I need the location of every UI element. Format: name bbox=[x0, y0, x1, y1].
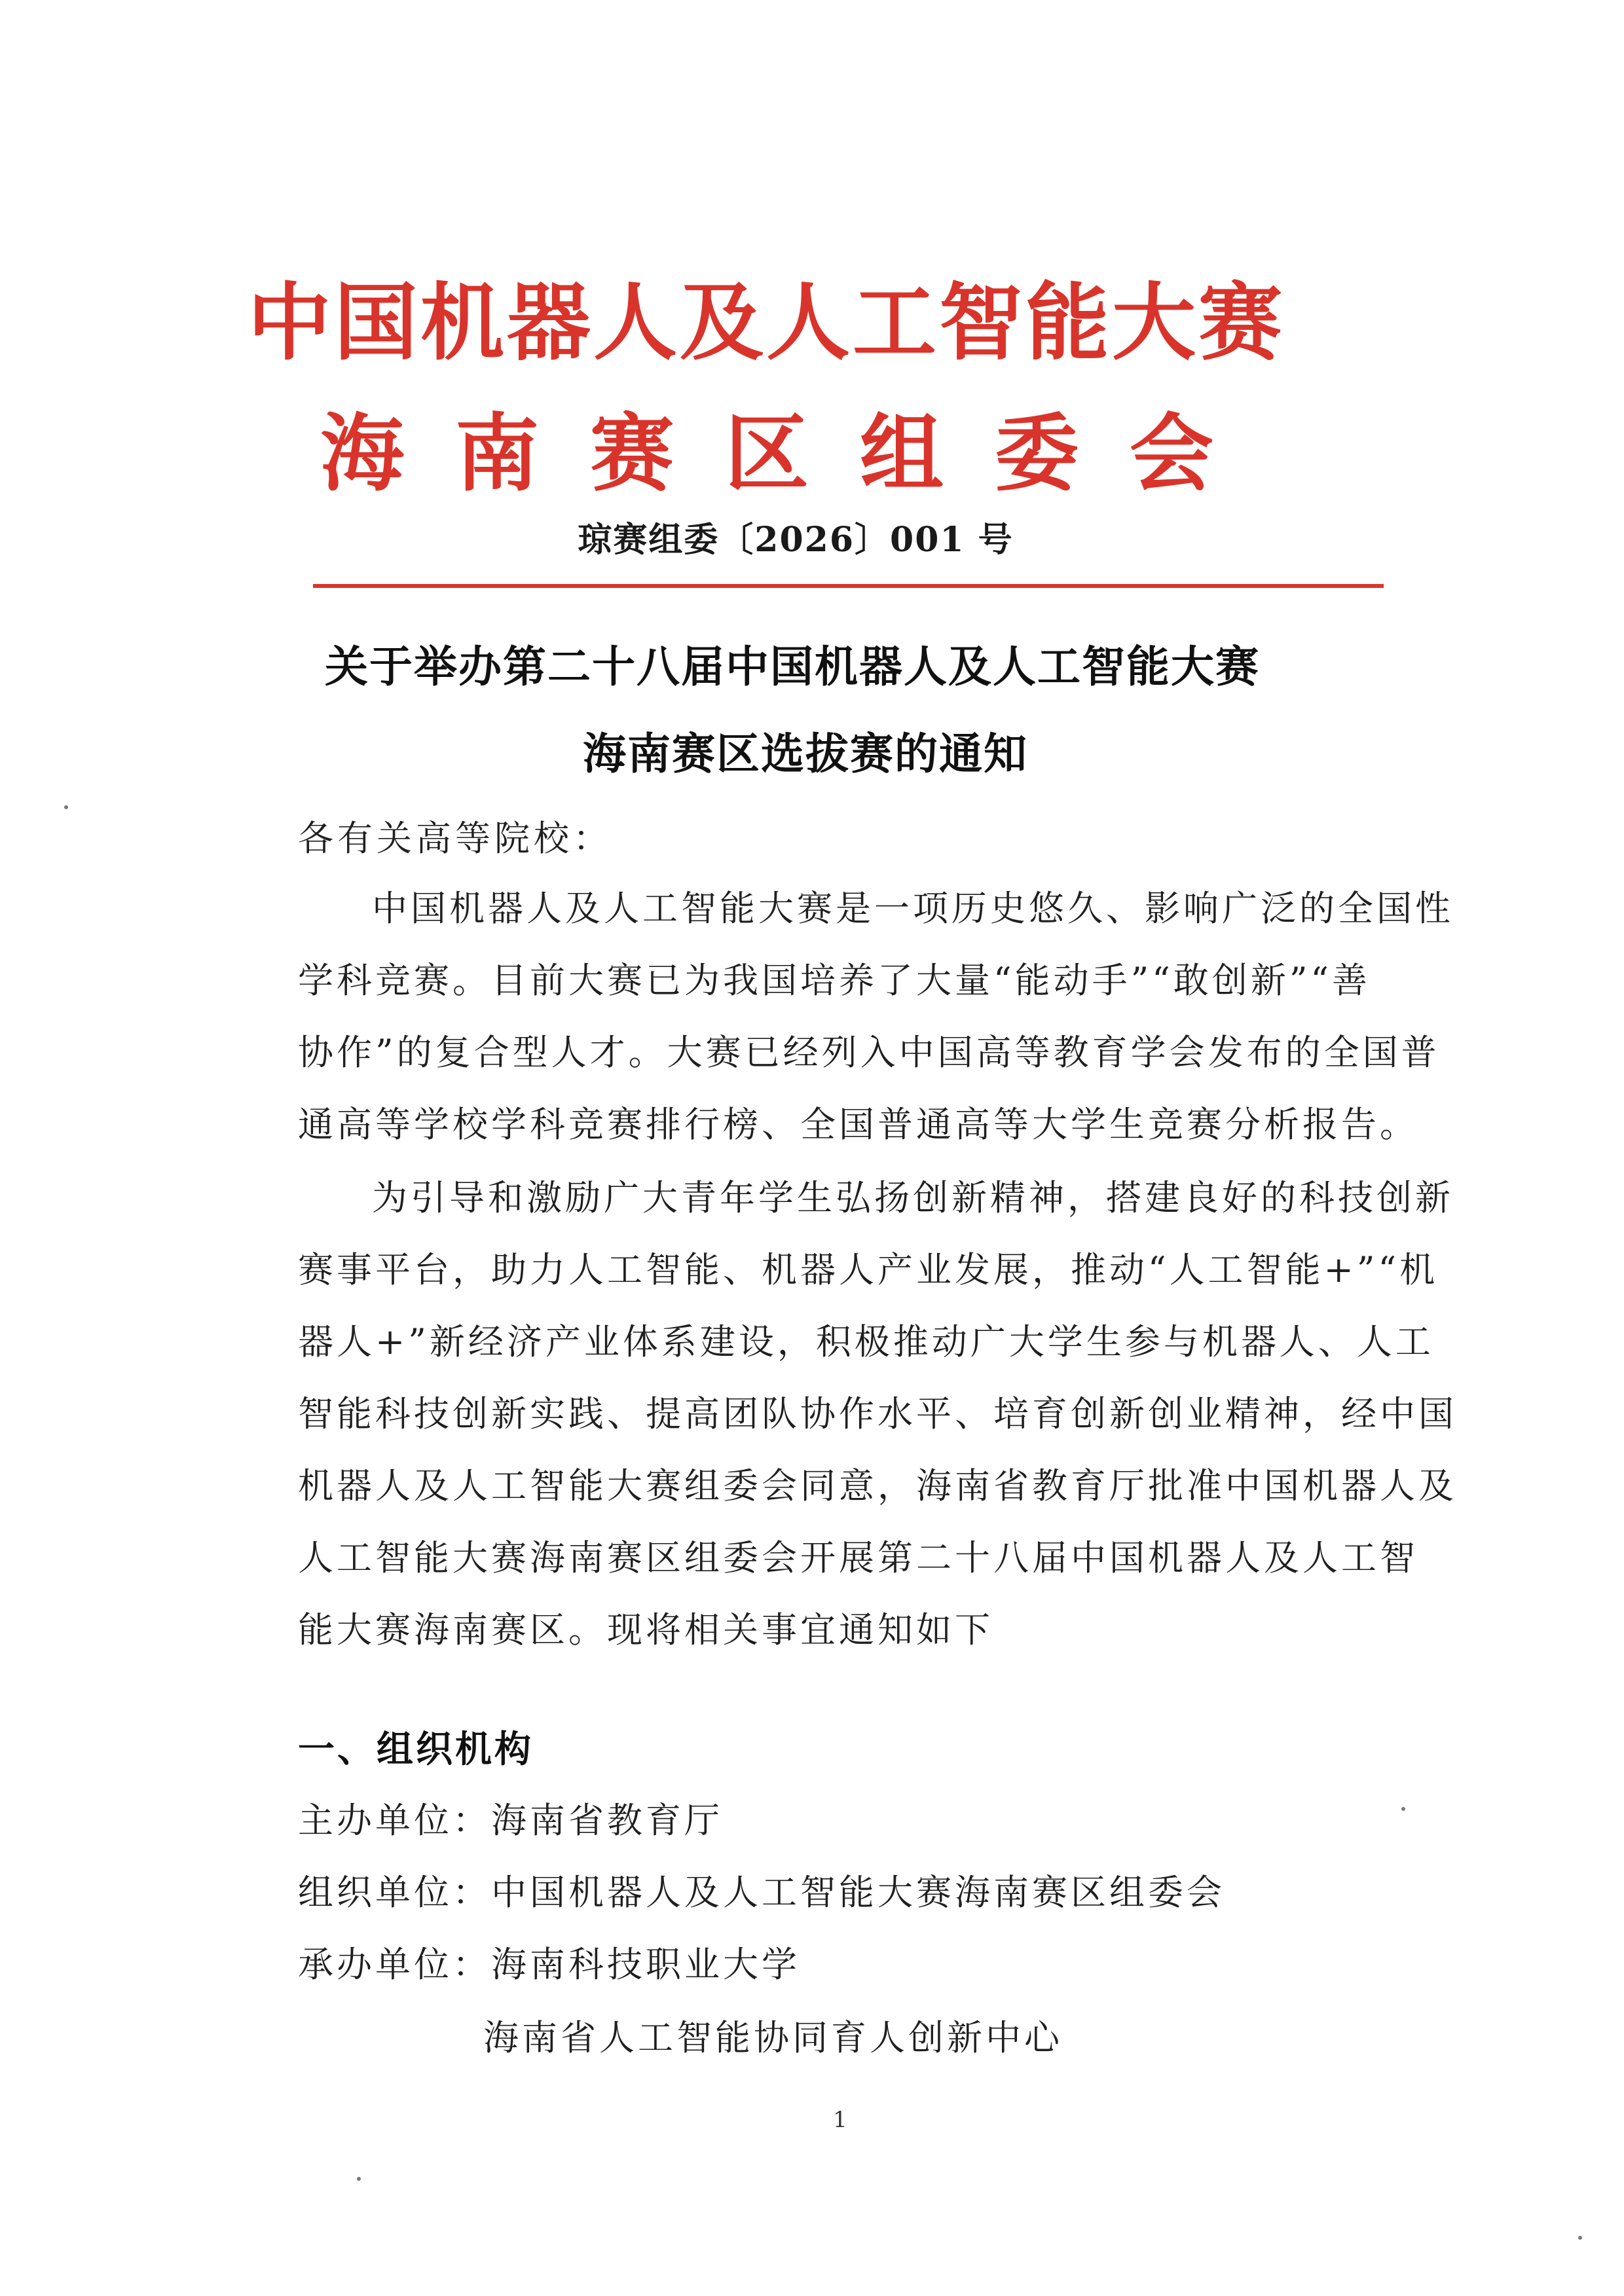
issuing-organization-line1: 中国机器人及人工智能大赛 bbox=[247, 274, 1285, 372]
salutation: 各有关高等院校： bbox=[298, 818, 612, 859]
document-number: 琼赛组委〔2026〕001 号 bbox=[578, 520, 1014, 560]
notice-title-line2: 海南赛区选拔赛的通知 bbox=[583, 728, 1028, 779]
scan-speck bbox=[1401, 1807, 1405, 1811]
paragraph1-line1: 中国机器人及人工智能大赛是一项历史悠久、影响广泛的全国性 bbox=[372, 888, 1454, 929]
paragraph2-line5: 机器人及人工智能大赛组委会同意，海南省教育厅批准中国机器人及 bbox=[298, 1465, 1457, 1506]
issuing-organization-line2: 海南赛区组委会 bbox=[320, 405, 1264, 503]
scan-speck bbox=[64, 805, 68, 809]
section-heading-organization: 一、组织机构 bbox=[298, 1728, 534, 1771]
scan-speck bbox=[1578, 2236, 1582, 2240]
paragraph2-line1: 为引导和激励广大青年学生弘扬创新精神，搭建良好的科技创新 bbox=[372, 1177, 1454, 1218]
paragraph1-line4: 通高等学校学科竞赛排行榜、全国普通高等大学生竞赛分析报告。 bbox=[298, 1104, 1418, 1145]
page-number: 1 bbox=[833, 2107, 847, 2133]
scan-speck bbox=[357, 2177, 361, 2181]
notice-title-line1: 关于举办第二十八届中国机器人及人工智能大赛 bbox=[325, 641, 1260, 692]
paragraph2-line6: 人工智能大赛海南赛区组委会开展第二十八届中国机器人及人工智 bbox=[298, 1537, 1418, 1578]
paragraph2-line4: 智能科技创新实践、提高团队协作水平、培育创新创业精神，经中国 bbox=[298, 1393, 1457, 1434]
organizing-unit: 组织单位：中国机器人及人工智能大赛海南赛区组委会 bbox=[298, 1872, 1225, 1913]
host-unit: 主办单位：海南省教育厅 bbox=[298, 1800, 723, 1841]
paragraph1-line2: 学科竞赛。目前大赛已为我国培养了大量“能动手”“敢创新”“善 bbox=[298, 960, 1371, 1001]
paragraph1-line3: 协作”的复合型人才。大赛已经列入中国高等教育学会发布的全国普 bbox=[298, 1032, 1440, 1073]
undertaking-unit: 承办单位：海南科技职业大学 bbox=[298, 1944, 800, 1985]
paragraph2-line2: 赛事平台，助力人工智能、机器人产业发展，推动“人工智能+”“机 bbox=[298, 1249, 1439, 1290]
undertaking-unit-2: 海南省人工智能协同育人创新中心 bbox=[483, 2017, 1063, 2058]
red-separator-line bbox=[313, 584, 1384, 588]
paragraph2-line7: 能大赛海南赛区。现将相关事宜通知如下 bbox=[298, 1609, 993, 1650]
paragraph2-line3: 器人+”新经济产业体系建设，积极推动广大学生参与机器人、人工 bbox=[298, 1321, 1434, 1362]
